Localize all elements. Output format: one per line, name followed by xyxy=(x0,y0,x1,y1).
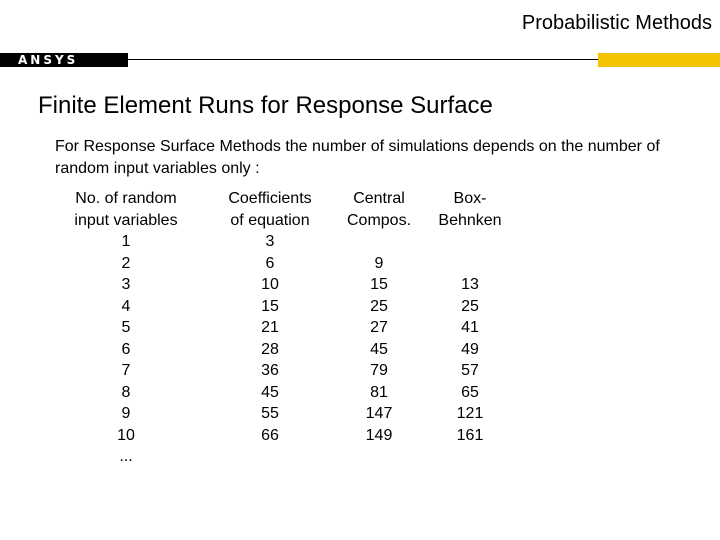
column-box-behnken xyxy=(428,188,512,446)
table-cell: 36 xyxy=(261,362,279,379)
table-cell: 25 xyxy=(370,297,388,315)
ansys-logo: ANSYS xyxy=(18,53,79,67)
table-cell: 147 xyxy=(365,405,393,422)
table-cell: 55 xyxy=(261,405,279,422)
table-cell: 21 xyxy=(261,319,279,336)
column-header: of equation xyxy=(230,211,310,229)
table-cell xyxy=(338,231,420,253)
table-cell: 2 xyxy=(121,254,131,272)
table-cell: 9 xyxy=(374,254,384,272)
table-cell xyxy=(428,231,512,253)
table-cell: 65 xyxy=(461,383,479,401)
table-cell: 7 xyxy=(121,362,131,379)
table-cell: 45 xyxy=(370,340,388,358)
table-cell: 49 xyxy=(461,340,479,358)
header-title: Probabilistic Methods xyxy=(521,12,712,34)
column-header: Central xyxy=(353,190,405,207)
table-cell: 81 xyxy=(370,383,388,401)
column-header: Compos. xyxy=(346,211,412,229)
table-cell: 13 xyxy=(461,276,479,293)
table-cell: 161 xyxy=(456,426,484,444)
table-cell: 9 xyxy=(121,405,131,422)
table-cell: 15 xyxy=(370,276,388,293)
table-cell: ... xyxy=(119,448,133,465)
table-cell: 3 xyxy=(121,276,131,293)
table-cell: 25 xyxy=(461,297,479,315)
column-central-composite xyxy=(338,188,420,446)
column-header: Behnken xyxy=(438,211,502,229)
table-cell: 15 xyxy=(261,297,279,315)
table-cell: 1 xyxy=(121,233,131,250)
table-cell: 57 xyxy=(461,362,479,379)
table-cell: 27 xyxy=(370,319,388,336)
header-bar-accent xyxy=(598,53,720,67)
table-cell: 79 xyxy=(370,362,388,379)
table-cell: 45 xyxy=(261,383,279,401)
slide-title: Finite Element Runs for Response Surface xyxy=(38,92,493,119)
column-coefficients xyxy=(205,188,335,446)
table-cell: 10 xyxy=(117,426,135,444)
table-cell: 41 xyxy=(461,319,479,336)
table-cell: 3 xyxy=(265,233,275,250)
column-header: Coefficients xyxy=(228,190,312,207)
intro-text: For Response Surface Methods the number of simulations depends on the number of random input variables only : xyxy=(55,138,660,177)
table-cell: 121 xyxy=(456,405,484,422)
table-cell: 8 xyxy=(121,383,131,401)
column-header: input variables xyxy=(74,211,178,229)
table-cell: 149 xyxy=(365,426,393,444)
column-header: Box- xyxy=(453,190,487,207)
table-cell: 28 xyxy=(261,340,279,358)
header-bar-line xyxy=(128,59,598,60)
table-cell: 10 xyxy=(261,276,279,293)
table-cell: 6 xyxy=(265,254,275,272)
header-bar xyxy=(0,53,720,67)
column-random-variables xyxy=(56,188,196,468)
table-cell: 6 xyxy=(121,340,131,358)
column-header: No. of random xyxy=(75,190,177,207)
table-cell: 5 xyxy=(121,319,131,336)
table-cell: 4 xyxy=(121,297,131,315)
table-cell: 66 xyxy=(261,426,279,444)
table-cell xyxy=(428,253,512,275)
